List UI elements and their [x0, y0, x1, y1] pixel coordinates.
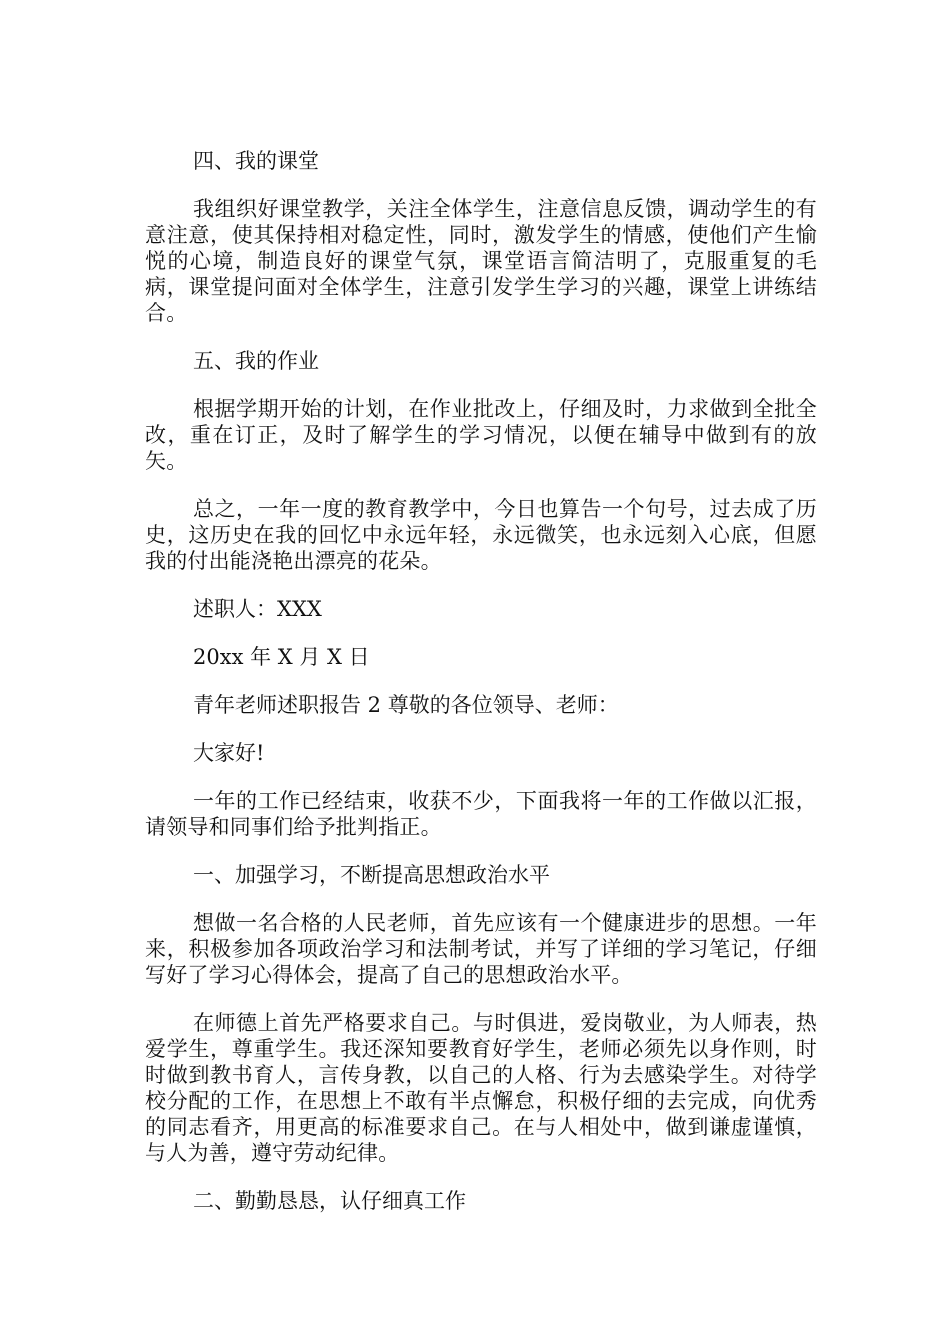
report-title-line: 青年老师述职报告 2 尊敬的各位领导、老师：	[193, 693, 619, 717]
paragraph-ethics: 在师德上首先严格要求自己。与时俱进，爱岗敬业，为人师表，热爱学生，尊重学生。我还深知要教育好学生，老师必须先以身作则，时时做到教书育人，言传身教，以自己的人格、行为去感染学生。对待学校分配的工作，在思想上不敢有半点懈怠，积极仔细的去完成，向优秀的同志看齐，用更高的标准要求自己。在与人相处中，做到谦虚谨慎，与人为善，遵守劳动纪律。	[145, 1011, 817, 1165]
section-heading-homework: 五、我的作业	[193, 349, 319, 373]
section-heading-study: 一、加强学习，不断提高思想政治水平	[193, 863, 550, 887]
greeting-line: 大家好!	[193, 741, 265, 765]
paragraph-summary: 总之，一年一度的教育教学中，今日也算告一个句号，过去成了历史，这历史在我的回忆中永远年轻，永远微笑，也永远刻入心底，但愿我的付出能浇艳出漂亮的花朵。	[145, 497, 817, 573]
reporter-line: 述职人：XXX	[193, 597, 322, 621]
paragraph-intro: 一年的工作已经结束，收获不少，下面我将一年的工作做以汇报，请领导和同事们给予批判指正。	[145, 789, 817, 839]
paragraph-study: 想做一名合格的人民老师，首先应该有一个健康进步的思想。一年来，积极参加各项政治学习和法制考试，并写了详细的学习笔记，仔细写好了学习心得体会，提高了自己的思想政治水平。	[145, 911, 817, 987]
paragraph-classroom: 我组织好课堂教学，关注全体学生，注意信息反馈，调动学生的有意注意，使其保持相对稳定性，同时，激发学生的情感，使他们产生愉悦的心境，制造良好的课堂气氛，课堂语言简洁明了，克服重复的毛病，课堂提问面对全体学生，注意引发学生学习的兴趣，课堂上讲练结合。	[145, 197, 817, 325]
section-heading-classroom: 四、我的课堂	[193, 149, 319, 173]
date-line: 20xx 年 X 月 X 日	[193, 645, 370, 669]
paragraph-homework: 根据学期开始的计划，在作业批改上，仔细及时，力求做到全批全改，重在订正，及时了解学生的学习情况，以便在辅导中做到有的放矢。	[145, 397, 817, 473]
document-body	[145, 148, 817, 1236]
section-heading-work: 二、勤勤恳恳，认仔细真工作	[193, 1189, 466, 1213]
